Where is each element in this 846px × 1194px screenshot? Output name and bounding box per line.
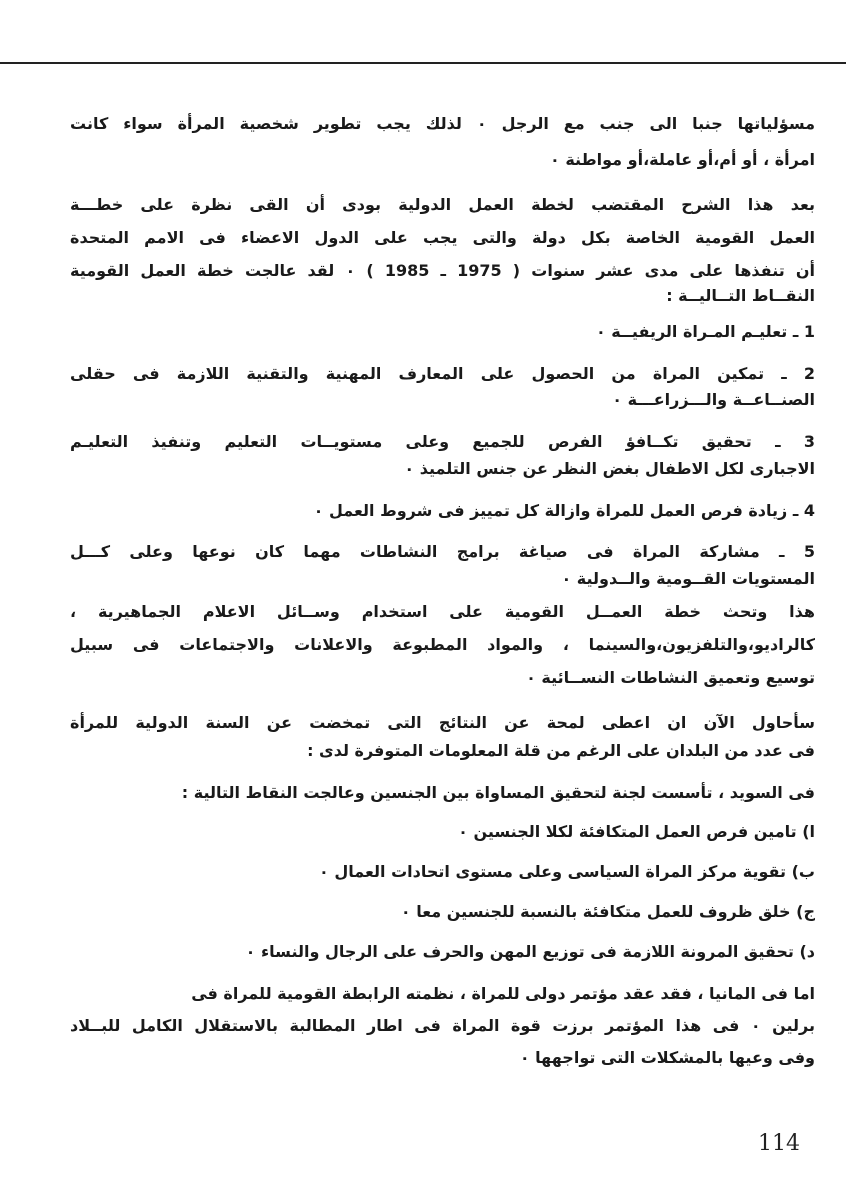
text-line: العمل القومية الخاصة بكل دولة والتى يجب على الدول الاعضاء فى الامم المتحدة [70,228,815,247]
text-line: أن تنفذها على مدى عشر سنوات ( 1975 ـ 1985 ) ٠ لقد عالجت خطة العمل القومية [70,261,815,280]
text-line: امرأة ، أو أم،أو عاملة،أو مواطنة ٠ [550,150,815,169]
text-line: الصنــاعــة والـــزراعـــة ٠ [612,390,815,409]
text-line: النقــاط التــاليــة : [666,286,815,305]
country-lead-germany: اما فى المانيا ، [697,984,815,1003]
list-item: 5 ـ مشاركة المراة فى صياغة برامج النشاطات مهما كان نوعها وعلى كـــل [70,542,815,561]
list-item: 2 ـ تمكين المراة من الحصول على المعارف المهنية والتقنية اللازمة فى حقلى [70,364,815,383]
text-line-tail: فقد عقد مؤتمر دولى للمراة ، نظمته الرابطة القومية للمراة فى [191,984,692,1003]
text-line: المستويات القــومية والــدولية ٠ [561,569,815,588]
text-line: بعد هذا الشرح المقتضب لخطة العمل الدولية بودى أن القى نظرة على خطـــة [70,195,815,214]
list-item: 4 ـ زيادة فرص العمل للمراة وازالة كل تمييز فى شروط العمل ٠ [313,501,815,520]
text-line: وفى وعيها بالمشكلات التى تواجهها ٠ [519,1048,815,1067]
list-item: د) تحقيق المرونة اللازمة فى توزيع المهن والحرف على الرجال والنساء ٠ [245,942,815,961]
text-line [70,781,815,805]
text-line: الاجبارى لكل الاطفال بغض النظر عن جنس التلميذ ٠ [404,459,815,478]
list-item: ج) خلق ظروف للعمل متكافئة بالنسبة للجنسين معا ٠ [400,902,815,921]
text-line [70,982,815,1006]
text-line: مسؤلياتها جنبا الى جنب مع الرجل ٠ لذلك يجب تطوير شخصية المرأة سواء كانت [70,114,815,133]
text-line: فى عدد من البلدان على الرغم من قلة المعلومات المتوفرة لدى : [307,741,815,760]
list-item: ا) تامين فرص العمل المتكافئة لكلا الجنسين ٠ [458,822,815,841]
text-line: هذا وتحث خطة العمــل القومية على استخدام وســائل الاعلام الجماهيرية ، [70,602,815,621]
text-line-tail: تأسست لجنة لتحقيق المساواة بين الجنسين وعالجت النقاط التالية : [181,783,713,802]
country-lead-sweden: فى السويد ، [718,783,815,802]
list-item: 1 ـ تعليـم المـراة الريفيــة ٠ [595,322,815,341]
text-line: توسيع وتعميق النشاطات النســائية ٠ [526,668,815,687]
list-item: ب) تقوية مركز المراة السياسى وعلى مستوى اتحادات العمال ٠ [319,862,815,881]
text-line: سأحاول الآن ان اعطى لمحة عن النتائج التى تمخضت عن السنة الدولية للمرأة [70,713,815,732]
page-number: 114 [758,1131,800,1156]
list-item: 3 ـ تحقيق تكــافؤ الفرص للجميع وعلى مستويــات التعليم وتنفيذ التعليـم [70,432,815,451]
top-rule [0,62,846,64]
text-line: برلين ٠ فى هذا المؤتمر برزت قوة المراة فى اطار المطالبة بالاستقلال الكامل للبــلاد [70,1016,815,1035]
text-line: كالراديو،والتلفزيون،والسينما ، والمواد المطبوعة والاعلانات والاجتماعات فى سبيل [70,635,815,654]
